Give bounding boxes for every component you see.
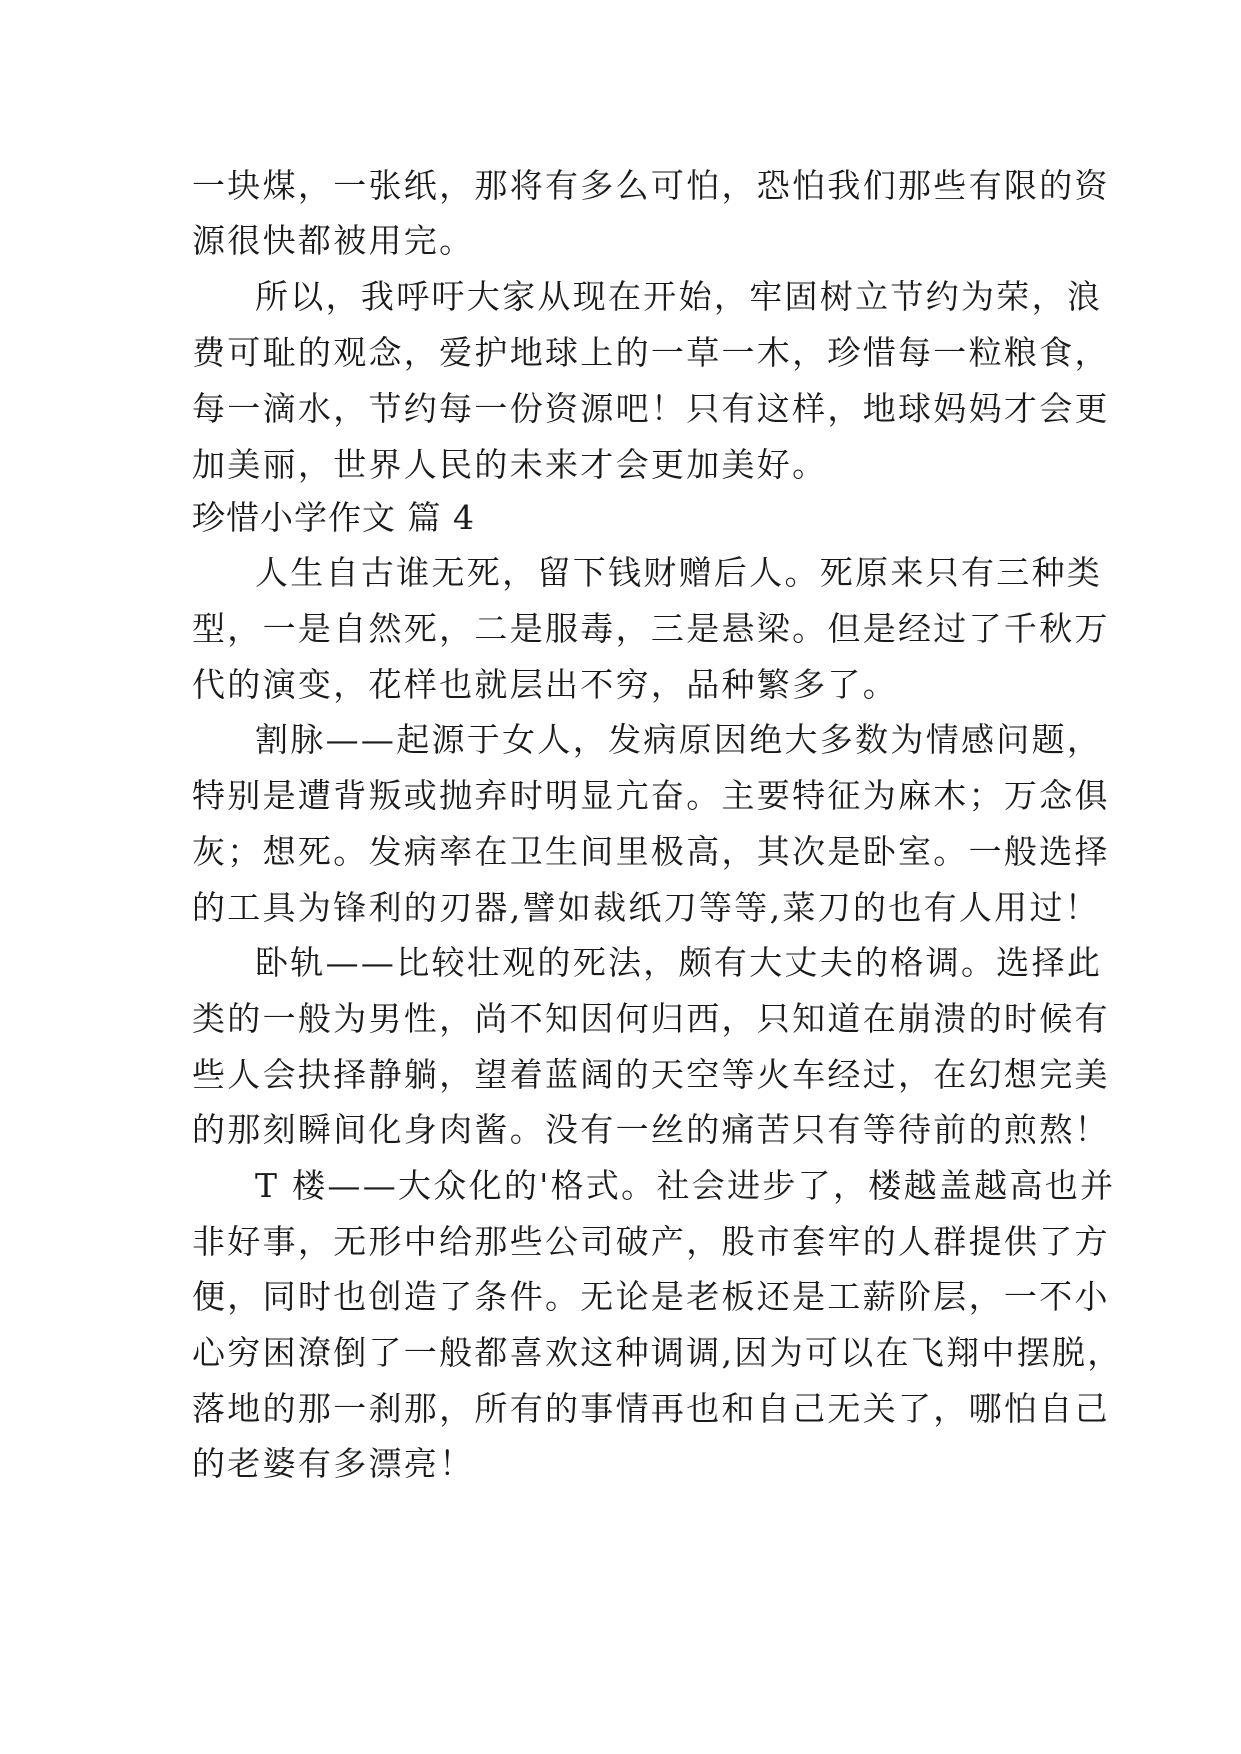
body-text-line: 类的一般为男性，尚不知因何归西，只知道在崩溃的时候有 [192,999,1110,1038]
body-text-line: 每一滴水，节约每一份资源吧！只有这样，地球妈妈才会更 [192,389,1110,428]
body-text-line: 的老婆有多漂亮！ [192,1444,475,1483]
body-text-line: 便，同时也创造了条件。无论是老板还是工薪阶层，一不小 [192,1277,1110,1316]
paragraph-first-line: 所以，我呼吁大家从现在开始，牢固树立节约为荣，浪 [255,277,1103,316]
body-text-line: 加美丽，世界人民的未来才会更加美好。 [192,445,828,484]
body-text-line: 费可耻的观念，爱护地球上的一草一木，珍惜每一粒粮食， [192,333,1110,372]
body-text-line: 型，一是自然死，二是服毒，三是悬梁。但是经过了千秋万 [192,609,1110,648]
body-text-line: 灰；想死。发病率在卫生间里极高，其次是卧室。一般选择 [192,832,1110,871]
body-text-line: 非好事，无形中给那些公司破产，股市套牢的人群提供了方 [192,1222,1110,1261]
body-text-line: 心穷困潦倒了一般都喜欢这种调调,因为可以在飞翔中摆脱， [192,1333,1123,1372]
paragraph-first-line: 割脉——起源于女人，发病原因绝大多数为情感问题， [255,720,1103,759]
body-text-line: 落地的那一刹那，所有的事情再也和自己无关了，哪怕自己 [192,1389,1110,1428]
body-text-line: 代的演变，花样也就层出不穷，品种繁多了。 [192,665,898,704]
body-text-line: 的那刻瞬间化身肉酱。没有一丝的痛苦只有等待前的煎熬！ [192,1110,1110,1149]
body-text-line: 一块煤，一张纸，那将有多么可怕，恐怕我们那些有限的资 [192,166,1110,205]
paragraph-first-line: 人生自古谁无死，留下钱财赠后人。死原来只有三种类 [255,553,1103,592]
section-heading: 珍惜小学作文 篇 4 [192,498,475,537]
body-text-line: 些人会抉择静躺，望着蓝阔的天空等火车经过，在幻想完美 [192,1055,1110,1094]
paragraph-first-line: T 楼——大众化的'格式。社会进步了，楼越盖越高也并 [255,1166,1116,1205]
body-text-line: 的工具为锋利的刃器,譬如裁纸刀等等,菜刀的也有人用过！ [192,888,1101,927]
paragraph-first-line: 卧轨——比较壮观的死法，颇有大丈夫的格调。选择此 [255,943,1103,982]
body-text-line: 特别是遭背叛或抛弃时明显亢奋。主要特征为麻木；万念俱 [192,776,1110,815]
body-text-line: 源很快都被用完。 [192,221,475,260]
